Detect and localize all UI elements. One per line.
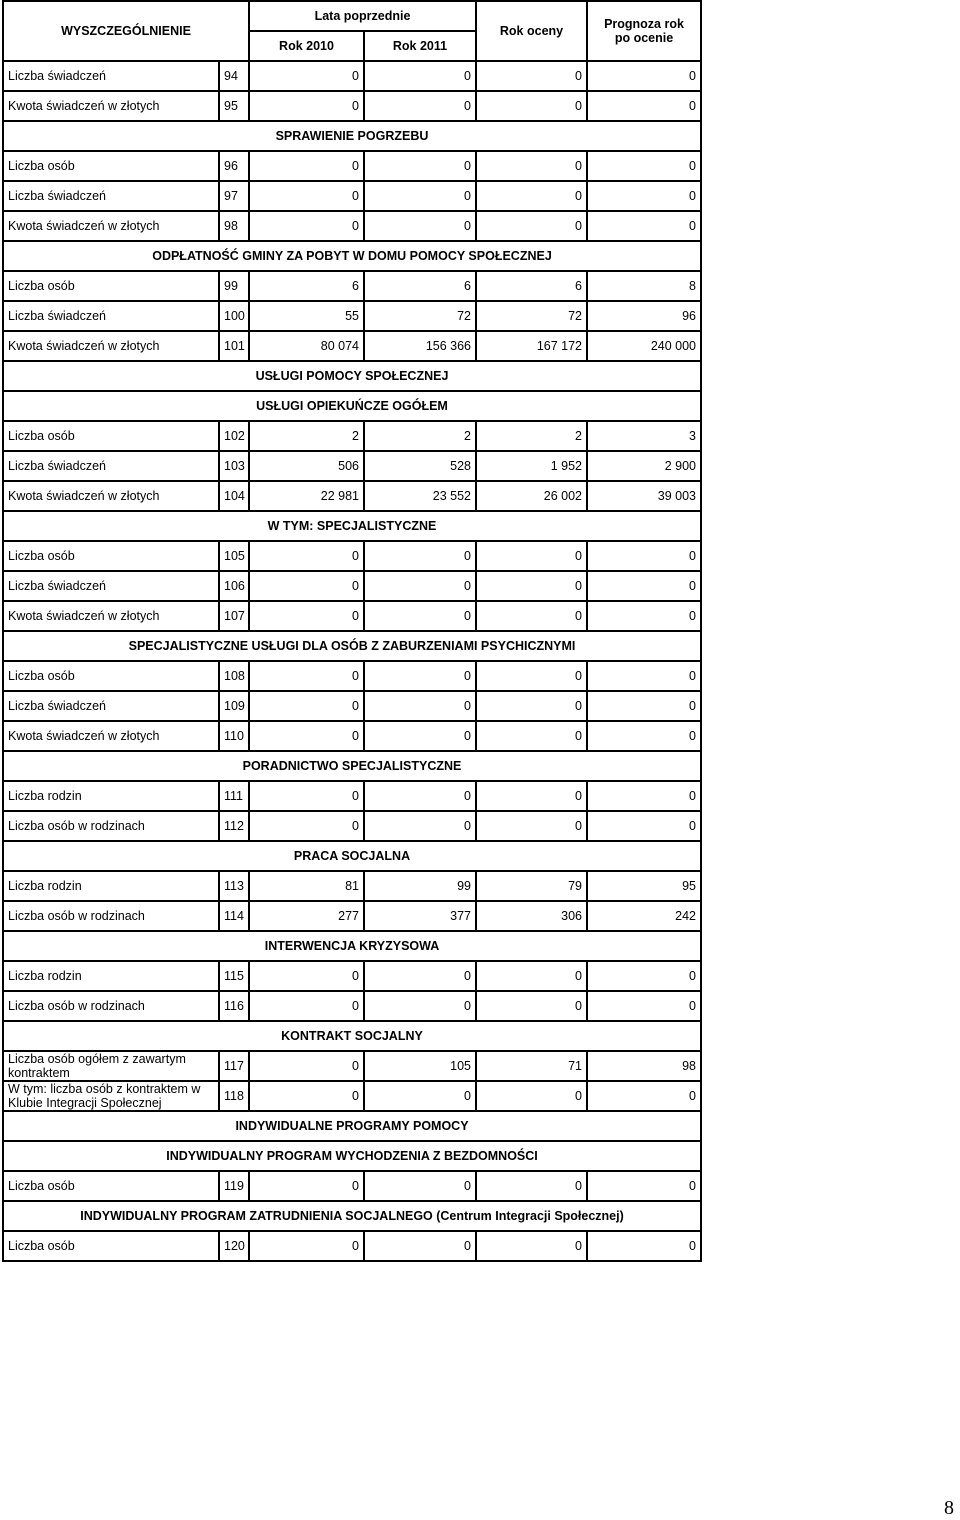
value-2011: 2 (364, 421, 476, 451)
value-assessment-year: 0 (476, 781, 587, 811)
value-2011: 99 (364, 871, 476, 901)
row-label: Liczba rodzin (3, 871, 219, 901)
value-forecast: 95 (587, 871, 701, 901)
row-label: Kwota świadczeń w złotych (3, 481, 219, 511)
value-2011: 0 (364, 151, 476, 181)
value-2010: 0 (249, 541, 364, 571)
section-row (3, 511, 701, 541)
section-title: PRACA SOCJALNA (3, 841, 701, 871)
value-2010: 55 (249, 301, 364, 331)
section-title: INDYWIDUALNY PROGRAM WYCHODZENIA Z BEZDOMNOŚCI (3, 1141, 701, 1171)
section-title: INDYWIDUALNY PROGRAM ZATRUDNIENIA SOCJALNEGO (Centrum Integracji Społecznej) (3, 1201, 701, 1231)
value-forecast: 242 (587, 901, 701, 931)
report-body (3, 61, 701, 1261)
value-assessment-year: 0 (476, 1171, 587, 1201)
value-assessment-year: 0 (476, 151, 587, 181)
row-code: 94 (219, 61, 249, 91)
row-code: 99 (219, 271, 249, 301)
table-row (3, 91, 701, 121)
value-assessment-year: 0 (476, 961, 587, 991)
row-label: Kwota świadczeń w złotych (3, 211, 219, 241)
table-row (3, 211, 701, 241)
value-2011: 72 (364, 301, 476, 331)
value-assessment-year: 79 (476, 871, 587, 901)
table-row (3, 781, 701, 811)
value-2010: 277 (249, 901, 364, 931)
row-label: Liczba świadczeń (3, 301, 219, 331)
row-label: Liczba osób (3, 421, 219, 451)
row-label: Liczba świadczeń (3, 571, 219, 601)
value-2010: 80 074 (249, 331, 364, 361)
row-label: Kwota świadczeń w złotych (3, 601, 219, 631)
table-row (3, 1081, 701, 1111)
value-2010: 0 (249, 661, 364, 691)
value-2011: 0 (364, 781, 476, 811)
value-assessment-year: 0 (476, 181, 587, 211)
section-row (3, 1021, 701, 1051)
section-row (3, 1141, 701, 1171)
section-title: INDYWIDUALNE PROGRAMY POMOCY (3, 1111, 701, 1141)
value-forecast: 0 (587, 781, 701, 811)
value-assessment-year: 0 (476, 661, 587, 691)
row-label: Kwota świadczeń w złotych (3, 721, 219, 751)
table-row (3, 811, 701, 841)
value-assessment-year: 0 (476, 601, 587, 631)
value-forecast: 0 (587, 211, 701, 241)
header-description: WYSZCZEGÓLNIENIE (3, 1, 249, 61)
value-assessment-year: 0 (476, 541, 587, 571)
value-assessment-year: 0 (476, 1231, 587, 1261)
value-2011: 0 (364, 541, 476, 571)
value-assessment-year: 0 (476, 211, 587, 241)
value-2010: 6 (249, 271, 364, 301)
row-code: 115 (219, 961, 249, 991)
value-2011: 0 (364, 691, 476, 721)
row-label: Liczba osób (3, 1231, 219, 1261)
table-row (3, 661, 701, 691)
value-assessment-year: 1 952 (476, 451, 587, 481)
table-row (3, 421, 701, 451)
value-2010: 2 (249, 421, 364, 451)
value-forecast: 0 (587, 691, 701, 721)
value-2011: 6 (364, 271, 476, 301)
value-2011: 0 (364, 991, 476, 1021)
table-row (3, 601, 701, 631)
value-2010: 0 (249, 601, 364, 631)
value-forecast: 0 (587, 1171, 701, 1201)
row-code: 95 (219, 91, 249, 121)
table-row (3, 151, 701, 181)
row-label: Liczba osób w rodzinach (3, 991, 219, 1021)
table-row (3, 871, 701, 901)
value-forecast: 0 (587, 151, 701, 181)
row-code: 118 (219, 1081, 249, 1111)
row-label: Liczba osób w rodzinach (3, 901, 219, 931)
row-label: Liczba świadczeń (3, 691, 219, 721)
value-forecast: 0 (587, 181, 701, 211)
value-2011: 0 (364, 571, 476, 601)
section-row (3, 361, 701, 391)
value-forecast: 0 (587, 1231, 701, 1261)
header-forecast (587, 1, 701, 61)
section-title: USŁUGI OPIEKUŃCZE OGÓŁEM (3, 391, 701, 421)
value-2011: 105 (364, 1051, 476, 1081)
header-assessment-year: Rok oceny (476, 1, 587, 61)
value-assessment-year: 0 (476, 571, 587, 601)
table-row (3, 991, 701, 1021)
value-2011: 0 (364, 1171, 476, 1201)
value-2011: 0 (364, 181, 476, 211)
row-code: 105 (219, 541, 249, 571)
table-row (3, 721, 701, 751)
value-forecast: 0 (587, 91, 701, 121)
table-row (3, 301, 701, 331)
table-row (3, 571, 701, 601)
value-assessment-year: 72 (476, 301, 587, 331)
table-row (3, 1051, 701, 1081)
value-assessment-year: 0 (476, 61, 587, 91)
value-2011: 0 (364, 961, 476, 991)
row-code: 98 (219, 211, 249, 241)
row-code: 110 (219, 721, 249, 751)
value-forecast: 98 (587, 1051, 701, 1081)
header-forecast-line2: po ocenie (614, 31, 674, 45)
value-2011: 528 (364, 451, 476, 481)
value-assessment-year: 71 (476, 1051, 587, 1081)
value-2010: 506 (249, 451, 364, 481)
value-assessment-year: 0 (476, 1081, 587, 1111)
section-title: INTERWENCJA KRYZYSOWA (3, 931, 701, 961)
value-2010: 0 (249, 211, 364, 241)
section-row (3, 751, 701, 781)
section-title: SPRAWIENIE POGRZEBU (3, 121, 701, 151)
value-2010: 0 (249, 91, 364, 121)
row-code: 116 (219, 991, 249, 1021)
row-label: W tym: liczba osób z kontraktem w Klubie Integracji Społecznej (3, 1081, 219, 1111)
table-row (3, 901, 701, 931)
row-code: 108 (219, 661, 249, 691)
row-code: 103 (219, 451, 249, 481)
value-2010: 0 (249, 181, 364, 211)
value-2011: 0 (364, 811, 476, 841)
row-code: 120 (219, 1231, 249, 1261)
section-title: PORADNICTWO SPECJALISTYCZNE (3, 751, 701, 781)
section-title: SPECJALISTYCZNE USŁUGI DLA OSÓB Z ZABURZENIAMI PSYCHICZNYMI (3, 631, 701, 661)
table-row (3, 1171, 701, 1201)
value-forecast: 0 (587, 961, 701, 991)
value-forecast: 0 (587, 571, 701, 601)
row-label: Liczba świadczeń (3, 61, 219, 91)
section-row (3, 1111, 701, 1141)
row-code: 104 (219, 481, 249, 511)
table-row (3, 961, 701, 991)
section-row (3, 841, 701, 871)
value-2011: 0 (364, 1081, 476, 1111)
value-2010: 0 (249, 811, 364, 841)
value-2010: 0 (249, 571, 364, 601)
row-code: 113 (219, 871, 249, 901)
row-code: 97 (219, 181, 249, 211)
value-2011: 377 (364, 901, 476, 931)
value-assessment-year: 6 (476, 271, 587, 301)
section-row (3, 121, 701, 151)
row-label: Liczba rodzin (3, 781, 219, 811)
row-code: 112 (219, 811, 249, 841)
value-assessment-year: 0 (476, 91, 587, 121)
row-code: 119 (219, 1171, 249, 1201)
value-2011: 0 (364, 1231, 476, 1261)
header-year-2011: Rok 2011 (364, 31, 476, 61)
value-2010: 0 (249, 61, 364, 91)
value-forecast: 0 (587, 811, 701, 841)
value-2010: 81 (249, 871, 364, 901)
row-code: 117 (219, 1051, 249, 1081)
row-code: 96 (219, 151, 249, 181)
value-2010: 0 (249, 721, 364, 751)
section-title: USŁUGI POMOCY SPOŁECZNEJ (3, 361, 701, 391)
row-label: Liczba osób (3, 1171, 219, 1201)
section-title: W TYM: SPECJALISTYCZNE (3, 511, 701, 541)
value-assessment-year: 167 172 (476, 331, 587, 361)
value-2010: 0 (249, 691, 364, 721)
value-forecast: 8 (587, 271, 701, 301)
value-2011: 0 (364, 601, 476, 631)
row-label: Liczba świadczeń (3, 451, 219, 481)
value-2010: 0 (249, 961, 364, 991)
row-label: Liczba osób w rodzinach (3, 811, 219, 841)
value-forecast: 3 (587, 421, 701, 451)
value-forecast: 39 003 (587, 481, 701, 511)
table-row (3, 181, 701, 211)
value-2011: 0 (364, 661, 476, 691)
value-assessment-year: 26 002 (476, 481, 587, 511)
value-2010: 0 (249, 1081, 364, 1111)
page-number: 8 (944, 1497, 954, 1519)
value-2011: 156 366 (364, 331, 476, 361)
table-row (3, 541, 701, 571)
value-forecast: 0 (587, 541, 701, 571)
value-2011: 0 (364, 91, 476, 121)
value-2010: 0 (249, 1171, 364, 1201)
value-forecast: 0 (587, 721, 701, 751)
header-previous-years: Lata poprzednie (249, 1, 476, 31)
table-row (3, 331, 701, 361)
row-label: Liczba rodzin (3, 961, 219, 991)
value-2011: 0 (364, 211, 476, 241)
value-2010: 0 (249, 1051, 364, 1081)
value-assessment-year: 2 (476, 421, 587, 451)
row-label: Liczba osób (3, 541, 219, 571)
value-forecast: 0 (587, 991, 701, 1021)
table-row (3, 1231, 701, 1261)
value-forecast: 0 (587, 61, 701, 91)
value-forecast: 0 (587, 661, 701, 691)
row-label: Liczba osób (3, 151, 219, 181)
row-label: Liczba osób (3, 661, 219, 691)
row-label: Kwota świadczeń w złotych (3, 91, 219, 121)
table-row (3, 481, 701, 511)
value-2010: 0 (249, 1231, 364, 1261)
header-forecast-line1: Prognoza rok (604, 17, 684, 31)
row-label: Liczba świadczeń (3, 181, 219, 211)
section-title: KONTRAKT SOCJALNY (3, 1021, 701, 1051)
value-assessment-year: 0 (476, 691, 587, 721)
value-2010: 0 (249, 781, 364, 811)
value-2010: 0 (249, 991, 364, 1021)
section-row (3, 931, 701, 961)
report-table (2, 0, 702, 1262)
value-assessment-year: 306 (476, 901, 587, 931)
value-2011: 23 552 (364, 481, 476, 511)
section-title: ODPŁATNOŚĆ GMINY ZA POBYT W DOMU POMOCY SPOŁECZNEJ (3, 241, 701, 271)
table-row (3, 271, 701, 301)
row-code: 107 (219, 601, 249, 631)
value-2010: 0 (249, 151, 364, 181)
value-forecast: 2 900 (587, 451, 701, 481)
row-code: 101 (219, 331, 249, 361)
row-code: 102 (219, 421, 249, 451)
row-label: Kwota świadczeń w złotych (3, 331, 219, 361)
row-code: 111 (219, 781, 249, 811)
section-row (3, 631, 701, 661)
value-forecast: 240 000 (587, 331, 701, 361)
value-2011: 0 (364, 61, 476, 91)
value-forecast: 0 (587, 601, 701, 631)
table-row (3, 61, 701, 91)
table-row (3, 691, 701, 721)
section-row (3, 391, 701, 421)
value-assessment-year: 0 (476, 721, 587, 751)
row-code: 106 (219, 571, 249, 601)
table-row (3, 451, 701, 481)
section-row (3, 241, 701, 271)
row-code: 114 (219, 901, 249, 931)
value-assessment-year: 0 (476, 811, 587, 841)
row-code: 109 (219, 691, 249, 721)
row-label: Liczba osób ogółem z zawartym kontraktem (3, 1051, 219, 1081)
row-code: 100 (219, 301, 249, 331)
value-2010: 22 981 (249, 481, 364, 511)
row-label: Liczba osób (3, 271, 219, 301)
value-assessment-year: 0 (476, 991, 587, 1021)
value-2011: 0 (364, 721, 476, 751)
header-year-2010: Rok 2010 (249, 31, 364, 61)
section-row (3, 1201, 701, 1231)
value-forecast: 96 (587, 301, 701, 331)
value-forecast: 0 (587, 1081, 701, 1111)
